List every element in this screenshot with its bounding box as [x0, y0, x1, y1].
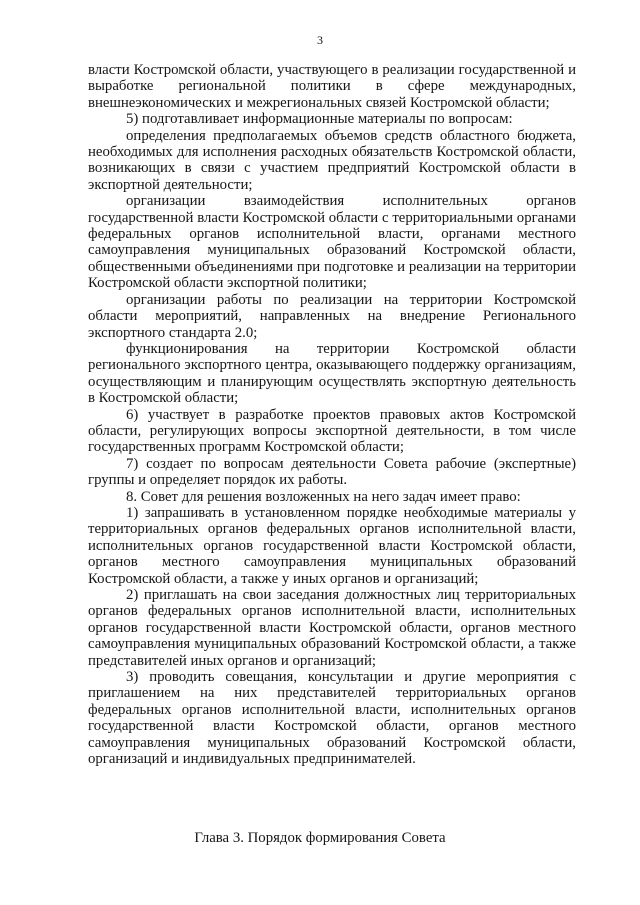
paragraph: 5) подготавливает информационные материалы по вопросам: — [126, 111, 513, 128]
paragraph: организации взаимодействия исполнительных органов государственной власти Костромской области с территориальными органами федеральных органов исполнительной власти, органами местного самоуправления муниципальных образований Костромской области, общественными объединениями при подготовке и реализации на территории Костромской области экспортной политики; — [88, 193, 576, 292]
paragraph: 2) приглашать на свои заседания должностных лиц территориальных органов федеральных органов исполнительной власти, исполнительных органов государственной власти Костромской области, органов местного самоуправления муниципальных образований Костромской области, а также представителей иных органов и организаций; — [88, 587, 576, 669]
paragraph: функционирования на территории Костромской области регионального экспортного центра, оказывающего поддержку организациям, осуществляющим и планирующим осуществлять экспортную деятельность в Костромской области; — [88, 340, 576, 407]
chapter-heading: Глава 3. Порядок формирования Совета — [194, 830, 446, 846]
paragraph: организации работы по реализации на территории Костромской области мероприятий, направленных на внедрение Регионального экспортного стандарта 2.0; — [88, 291, 576, 341]
paragraph: определения предполагаемых объемов средств областного бюджета, необходимых для исполнения расходных обязательств Костромской области, возникающих в связи с участием предприятий Костромской области в экспортной деятельности; — [88, 127, 576, 193]
paragraph: 7) создает по вопросам деятельности Совета рабочие (экспертные) группы и определяет порядок их работы. — [88, 455, 576, 489]
paragraph: 8. Совет для решения возложенных на него задач имеет право: — [126, 488, 521, 505]
paragraph: 3) проводить совещания, консультации и другие мероприятия с приглашением на них представителей территориальных органов федеральных органов исполнительной власти, исполнительных органов государственной власти Костромской области, органов местного самоуправления муниципальных образований Костромской области, организаций и индивидуальных предпринимателей. — [88, 669, 576, 768]
paragraph: власти Костромской области, участвующего в реализации государственной и выработке региональной политики в сфере международных, внешнеэкономических и межрегиональных связей Костромской области; — [88, 62, 576, 111]
document-body — [88, 62, 576, 767]
page-number: 3 — [317, 33, 323, 47]
paragraph: 6) участвует в разработке проектов правовых актов Костромской области, регулирующих вопросы экспортной деятельности, в том числе государственных программ Костромской области; — [88, 406, 576, 456]
paragraph: 1) запрашивать в установленном порядке необходимые материалы у территориальных органов федеральных органов исполнительной власти, исполнительных органов государственной власти Костромской области, органов местного самоуправления муниципальных образований Костромской области, а также у иных органов и организаций; — [88, 504, 576, 587]
